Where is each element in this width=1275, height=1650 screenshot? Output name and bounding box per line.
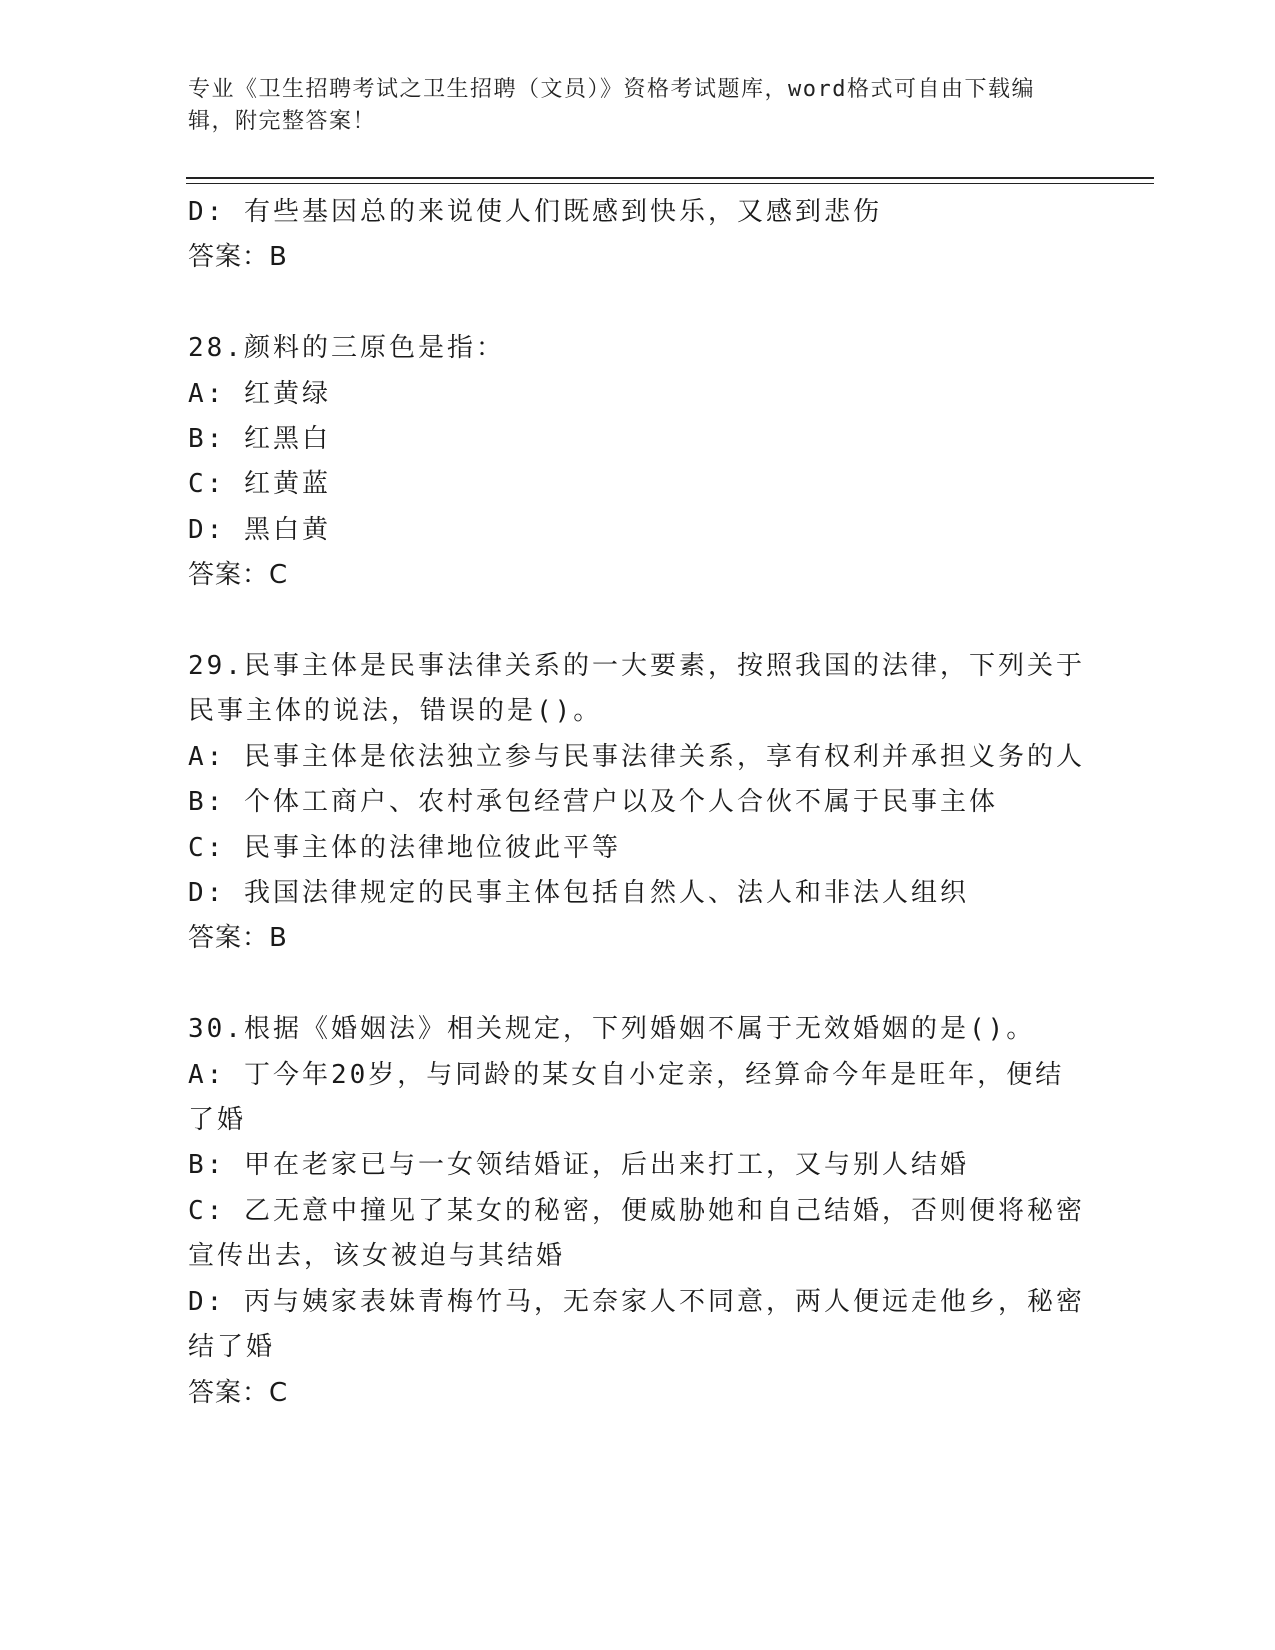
option-d-continued: 结了婚 xyxy=(188,1332,276,1363)
option-a-continued: 了婚 xyxy=(188,1105,247,1136)
option-d: D: 黑白黄 xyxy=(188,514,331,545)
question-27-tail xyxy=(188,190,1088,281)
question-stem-continued: 民事主体的说法，错误的是()。 xyxy=(188,696,603,727)
question-content xyxy=(188,190,1088,1416)
option-c: C: 红黄蓝 xyxy=(188,469,331,500)
spacer xyxy=(188,281,1088,326)
option-d: D: 我国法律规定的民事主体包括自然人、法人和非法人组织 xyxy=(188,878,969,909)
option-c: C: 民事主体的法律地位彼此平等 xyxy=(188,832,621,863)
spacer xyxy=(188,599,1088,644)
option-b: B: 个体工商户、农村承包经营户以及个人合伙不属于民事主体 xyxy=(188,787,998,818)
question-28 xyxy=(188,326,1088,598)
answer-line: 答案：C xyxy=(188,560,289,591)
option-a: A: 红黄绿 xyxy=(188,378,331,409)
option-a: A: 民事主体是依法独立参与民事法律关系，享有权利并承担义务的人 xyxy=(188,741,1085,772)
header-rule-thin xyxy=(186,183,1154,184)
option-b: B: 红黑白 xyxy=(188,424,331,455)
answer-line: 答案：B xyxy=(188,923,288,954)
option-b: B: 甲在老家已与一女领结婚证，后出来打工，又与别人结婚 xyxy=(188,1150,969,1181)
answer-line: 答案：B xyxy=(188,242,288,273)
page-header: 专业《卫生招聘考试之卫生招聘（文员）》资格考试题库，word格式可自由下载编辑，附完整答案！ xyxy=(188,77,1035,134)
option-d: D: 丙与姨家表妹青梅竹马，无奈家人不同意，两人便远走他乡，秘密 xyxy=(188,1286,1085,1317)
question-29 xyxy=(188,644,1088,962)
answer-line: 答案：C xyxy=(188,1377,289,1408)
question-30 xyxy=(188,1007,1088,1416)
question-stem: 28.颜料的三原色是指： xyxy=(188,333,505,364)
question-stem: 29.民事主体是民事法律关系的一大要素，按照我国的法律，下列关于 xyxy=(188,651,1085,682)
header-rule-thick xyxy=(186,177,1154,179)
option-a: A: 丁今年20岁，与同龄的某女自小定亲，经算命今年是旺年，便结 xyxy=(188,1059,1065,1090)
spacer xyxy=(188,962,1088,1007)
option-d: D: 有些基因总的来说使人们既感到快乐，又感到悲伤 xyxy=(188,197,882,227)
question-stem: 30.根据《婚姻法》相关规定，下列婚姻不属于无效婚姻的是()。 xyxy=(188,1014,1036,1045)
option-c: C: 乙无意中撞见了某女的秘密，便威胁她和自己结婚，否则便将秘密 xyxy=(188,1195,1085,1226)
option-c-continued: 宣传出去，该女被迫与其结婚 xyxy=(188,1241,566,1272)
